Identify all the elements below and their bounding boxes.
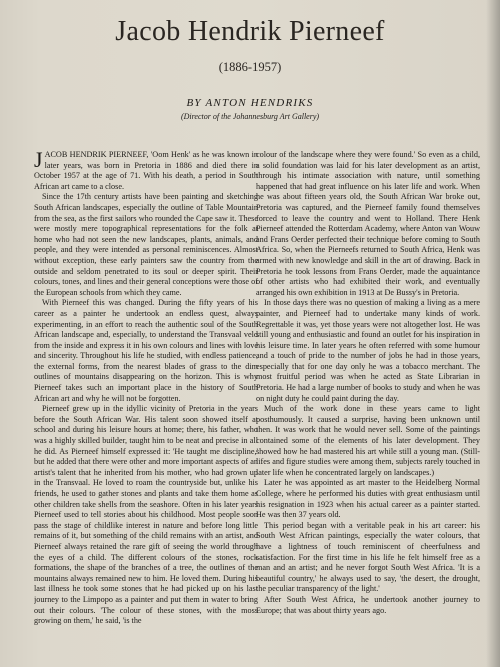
left-text-column [34,150,258,662]
page-edge-shadow [486,0,500,667]
paragraph: Later he was appointed as art master to the Heidelberg Normal College, where he performed his duties with great enthusiasm until his resignation in 1923 when his actual career as a painter started. He was then 37 years old. [256,478,480,520]
life-dates: (1886-1957) [218,60,282,74]
paragraph: colour of the landscape where they were found.' So even as a child, a solid foundation was laid for his later development as an artist, through his intimate association with nature, until something happened that had great influence on his later life and work. When he was about fifteen years old, the South African War broke out, Pretoria was captured, and the Pierneef family found themselves forced to leave the country and went to Holland. There Henk Pierneef attended the Rotterdam Academy, where Anton van Wouw and Frans Oerder perfected their technique before coming to South Africa. So, when the Pierneefs returned to South Africa, Henk was armed with new knowledge and skill in the art of drawing. Back in Pretoria he took lessons from Frans Oerder, made the aquaintance of other artists who had exhibited their work, and eventually arranged his own exhibition in 1913 at De Bussy's in Pretoria. [256,150,480,297]
drop-cap: J [34,150,43,172]
paragraph: Pierneef grew up in the idyllic vicinity of Pretoria in the years before the South African War. His talent soon showed itself at school and during his leisure hours at home; there, his father, who was a highly skilled builder, taught him to be neat and precise in all he did. As Pierneef himself expressed it: 'He taught me discipline,' but he added that there were other and more important aspects of an artist's talent that he inherited from his mother, who had grown up in the Transvaal. He loved to roam the countryside but, unlike his friends, he used to gather stones and plants and take them home as other children take shells from the seashore. Often in his later years Pierneef used to tell stories about his childhood. Most people soon pass the stage of childlike interest in nature and before long little remains of it, but something of the child remains with an artist, and Pierneef always retained the rare gift of seeing the world through the eyes of a child. The different colours of the stones, rock formations, the shape of the branches of a tree, the outlines of the mountains always remained new to him. He loved them. During his last illness he took some stones that he had picked up on his last journey to the Limpopo as a painter and put them in water to bring out their colours. 'The colour of these stones, with the moss growing on them,' he said, 'is the [34,404,258,626]
paragraph [34,150,258,192]
right-text-column [256,150,480,662]
paragraph: Much of the work done in these years came to light posthumously. It caused a surprise, having been unknown until then. It was work that he would never sell. Some of the paintings contained some of the elements of his later development. They showed how he had mastered his art while still a young man. (Still-lifes and figure studies were among them, subjects rarely touched in later life when he concentrated largely on landscapes.) [256,404,480,477]
paragraph: Since the 17th century artists have been painting and sketching South African landscapes, especially the outline of Table Mountain from the sea, as the first sailors who rounded the Cape saw it. These were mostly mere topographical representations for the folk at home who had not seen the new landscapes, plants, animals, and people, and they were intended as personal reminiscences. Almost without exception, these early painters saw the country from the outside and seldom penetrated to its soul or deeper spirit. Their colours, tones, and lines and their general conceptions were those of the European schools from which they came. [34,192,258,297]
paragraph-text: ACOB HENDRIK PIERNEEF, 'Oom Henk' as he was known in later years, was born in Pretoria in 1886 and died there in October 1957 at the age of 71. With his death, a period in South African art came to a close. [34,150,258,191]
paragraph: In those days there was no question of making a living as a mere painter, and Pierneef had to undertake many kinds of work. Regrettable it was, yet those years were not altogether lost. He was still young and enthusiastic and found an outlet for his inspiration in his leisure time. In later years he often referred with some humour and a touch of pride to the number of jobs he had in those years, especially that for one day only he was a tobacco merchant. The most fruitful period was when he acted as State Librarian in Pretoria. He had a large number of books to study and when he was on night duty he could paint during the day. [256,298,480,403]
author-affiliation: (Director of the Johannesburg Art Gallery) [180,112,320,121]
paragraph: With Pierneef this was changed. During the fifty years of his career as a painter he undertook an endless quest, always experimenting, in an effort to reach the authentic soul of the South African landscape and, especially, to understand the Transvaal veld from the inside and express it in his own colours and lines with love and sincerity. Throughout his life he studied, with endless patience, the external forms, from the nearest blades of grass to the dim outlines of mountains disappearing on the horizon. This is why Pierneef takes such an important place in the history of South African art and why he will not be forgotten. [34,298,258,403]
paragraph: This period began with a veritable peak in his art career: his South West African paintings, especially the water colours, that have a lightness of touch reminiscent of cheerfulness and satisfaction. For the first time in his life he felt himself free as a man and an artist; and he never forgot South West Africa. 'It is a beautiful country,' he always used to say, 'the desert, the drought, the peculiar transparency of the light.' [256,520,480,594]
article-title: Jacob Hendrik Pierneef [115,16,385,47]
author-byline: BY ANTON HENDRIKS [186,97,314,109]
paragraph: After South West Africa, he undertook another journey to Europe; that was about thirty years ago. [256,594,480,615]
